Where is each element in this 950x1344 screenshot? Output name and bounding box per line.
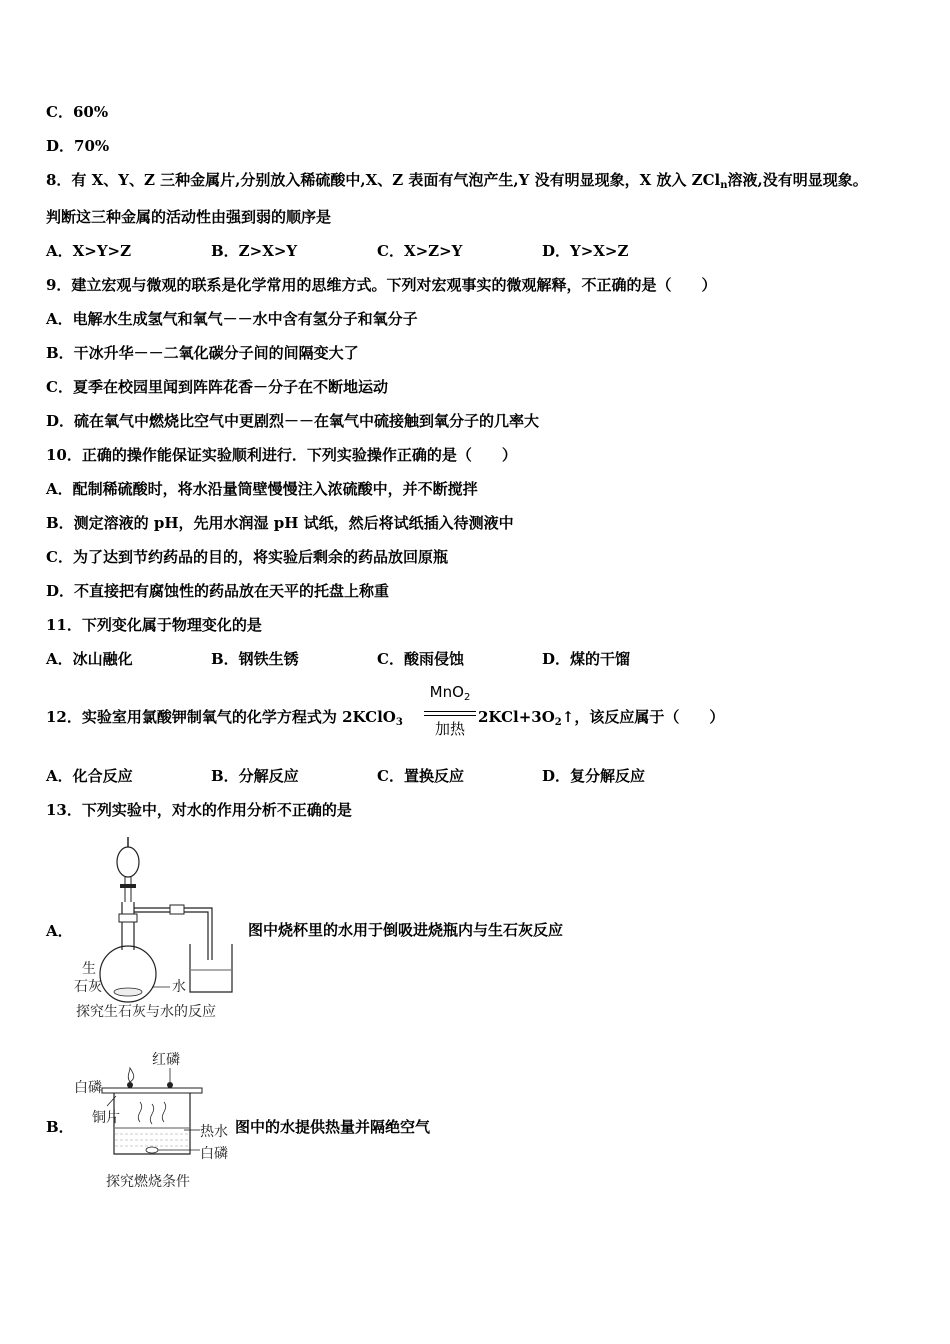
- q12-stem-text-c: ↑，该反应属于（ ）: [561, 708, 725, 726]
- q12-catalyst: [420, 683, 480, 703]
- label-sheng: 生: [82, 961, 96, 977]
- label-water: 水: [172, 979, 186, 995]
- q12-catalyst-text: MnO: [429, 683, 464, 701]
- q12-stem-right: [478, 707, 724, 733]
- q8-stem-line2: 判断这三种金属的活动性由强到弱的顺序是: [46, 208, 332, 226]
- q12-condition: 加热: [434, 720, 465, 738]
- q9-option-d: D．硫在氧气中燃烧比空气中更剧烈－－在氧气中硫接触到氧分子的几率大: [46, 412, 540, 430]
- q13-option-b-label: B．: [46, 1118, 74, 1136]
- q9-option-b: B．干冰升华－－二氧化碳分子间的间隔变大了: [46, 344, 359, 362]
- q8-option-b: B．Z>X>Y: [211, 242, 298, 260]
- beaker: [190, 944, 232, 992]
- q8-option-a: A．X>Y>Z: [46, 242, 132, 260]
- label-white-phosphorus-bottom: 白磷: [200, 1146, 228, 1162]
- q8-stem-text-a: 8．有 X、Y、Z 三种金属片,分别放入稀硫酸中,X、Z 表面有气泡产生,Y 没有明显现象，X 放入 ZCl: [46, 171, 721, 189]
- q12-subscript-1: 3: [395, 717, 403, 728]
- q12-catalyst-subscript: 2: [463, 692, 471, 703]
- q13-option-a-caption: 图中烧杯里的水用于倒吸进烧瓶内与生石灰反应: [248, 921, 564, 939]
- q8-stem-line1: [46, 170, 868, 196]
- q13-option-b-caption: 图中的水提供热量并隔绝空气: [235, 1118, 431, 1136]
- flame-icon: [128, 1068, 134, 1082]
- q8-option-c: C．X>Z>Y: [377, 242, 463, 260]
- q11-option-c: C．酸雨侵蚀: [377, 650, 464, 668]
- q7-option-c: C．60%: [46, 103, 109, 121]
- funnel-stopcock: [120, 884, 136, 888]
- label-white-phosphorus-top: 白磷: [74, 1080, 102, 1096]
- q12-option-d: D．复分解反应: [542, 767, 646, 785]
- q12-option-a: A．化合反应: [46, 767, 133, 785]
- copper-label-pointer: [107, 1096, 116, 1106]
- white-phosphorus-underwater: [146, 1147, 158, 1153]
- q12-subscript-2: 2: [554, 717, 562, 728]
- label-shihui: 石灰: [74, 979, 102, 995]
- copper-sheet: [102, 1088, 202, 1093]
- steam-lines: [138, 1102, 165, 1124]
- q12-equals-bar-top: [424, 711, 476, 712]
- q10-option-a: A．配制稀硫酸时，将水沿量筒壁慢慢注入浓硫酸中，并不断搅拌: [46, 480, 478, 498]
- separatory-funnel-bulb: [117, 847, 139, 877]
- q12-option-b: B．分解反应: [211, 767, 299, 785]
- label-hot-water: 热水: [200, 1124, 228, 1140]
- q11-stem: 11．下列变化属于物理变化的是: [46, 616, 262, 634]
- q11-option-b: B．钢铁生锈: [211, 650, 299, 668]
- q12-option-c: C．置换反应: [377, 767, 464, 785]
- q8-option-d: D．Y>X>Z: [542, 242, 629, 260]
- q12-equals-bar-bottom: [424, 715, 476, 716]
- q10-option-c: C．为了达到节约药品的目的，将实验后剩余的药品放回原瓶: [46, 548, 448, 566]
- figure-a-title: 探究生石灰与水的反应: [76, 1004, 216, 1020]
- q7-option-d: D．70%: [46, 137, 110, 155]
- q12-stem-left: [46, 707, 403, 733]
- q10-option-b: B．测定溶液的 pH，先用水润湿 pH 试纸，然后将试纸插入待测液中: [46, 514, 514, 532]
- label-copper-sheet: 铜片: [92, 1110, 120, 1126]
- figure-b-title: 探究燃烧条件: [106, 1174, 190, 1190]
- q9-stem: 9．建立宏观与微观的联系是化学常用的思维方式。下列对宏观事实的微观解释，不正确的是（ ）: [46, 276, 717, 294]
- q9-option-a: A．电解水生成氢气和氧气－－水中含有氢分子和氧分子: [46, 310, 418, 328]
- tube-connector: [170, 905, 184, 914]
- q12-stem-text-b: 2KCl+3O: [478, 708, 555, 726]
- white-phosphorus-burning: [127, 1082, 133, 1088]
- q13-option-a-label: A．: [46, 922, 73, 940]
- quicklime-solid: [114, 988, 142, 996]
- q11-option-d: D．煤的干馏: [542, 650, 631, 668]
- q10-option-d: D．不直接把有腐蚀性的药品放在天平的托盘上称重: [46, 582, 390, 600]
- q9-option-c: C．夏季在校园里闻到阵阵花香－分子在不断地运动: [46, 378, 388, 396]
- q13-b-apparatus-figure: [72, 1044, 242, 1194]
- flask-stopper: [119, 914, 137, 922]
- q11-option-a: A．冰山融化: [46, 650, 133, 668]
- label-red-phosphorus: 红磷: [152, 1052, 180, 1068]
- red-phosphorus-dot: [167, 1082, 173, 1088]
- q8-stem-subscript: n: [720, 180, 728, 191]
- q13-a-apparatus-figure: [72, 832, 252, 1022]
- delivery-tube-inner: [134, 912, 208, 960]
- q10-stem: 10．正确的操作能保证实验顺利进行．下列实验操作正确的是（ ）: [46, 446, 517, 464]
- q8-stem-text-b: 溶液,没有明显现象。: [727, 171, 868, 189]
- q12-stem-text-a: 12．实验室用氯酸钾制氧气的化学方程式为 2KClO: [46, 708, 396, 726]
- q13-stem: 13．下列实验中，对水的作用分析不正确的是: [46, 801, 352, 819]
